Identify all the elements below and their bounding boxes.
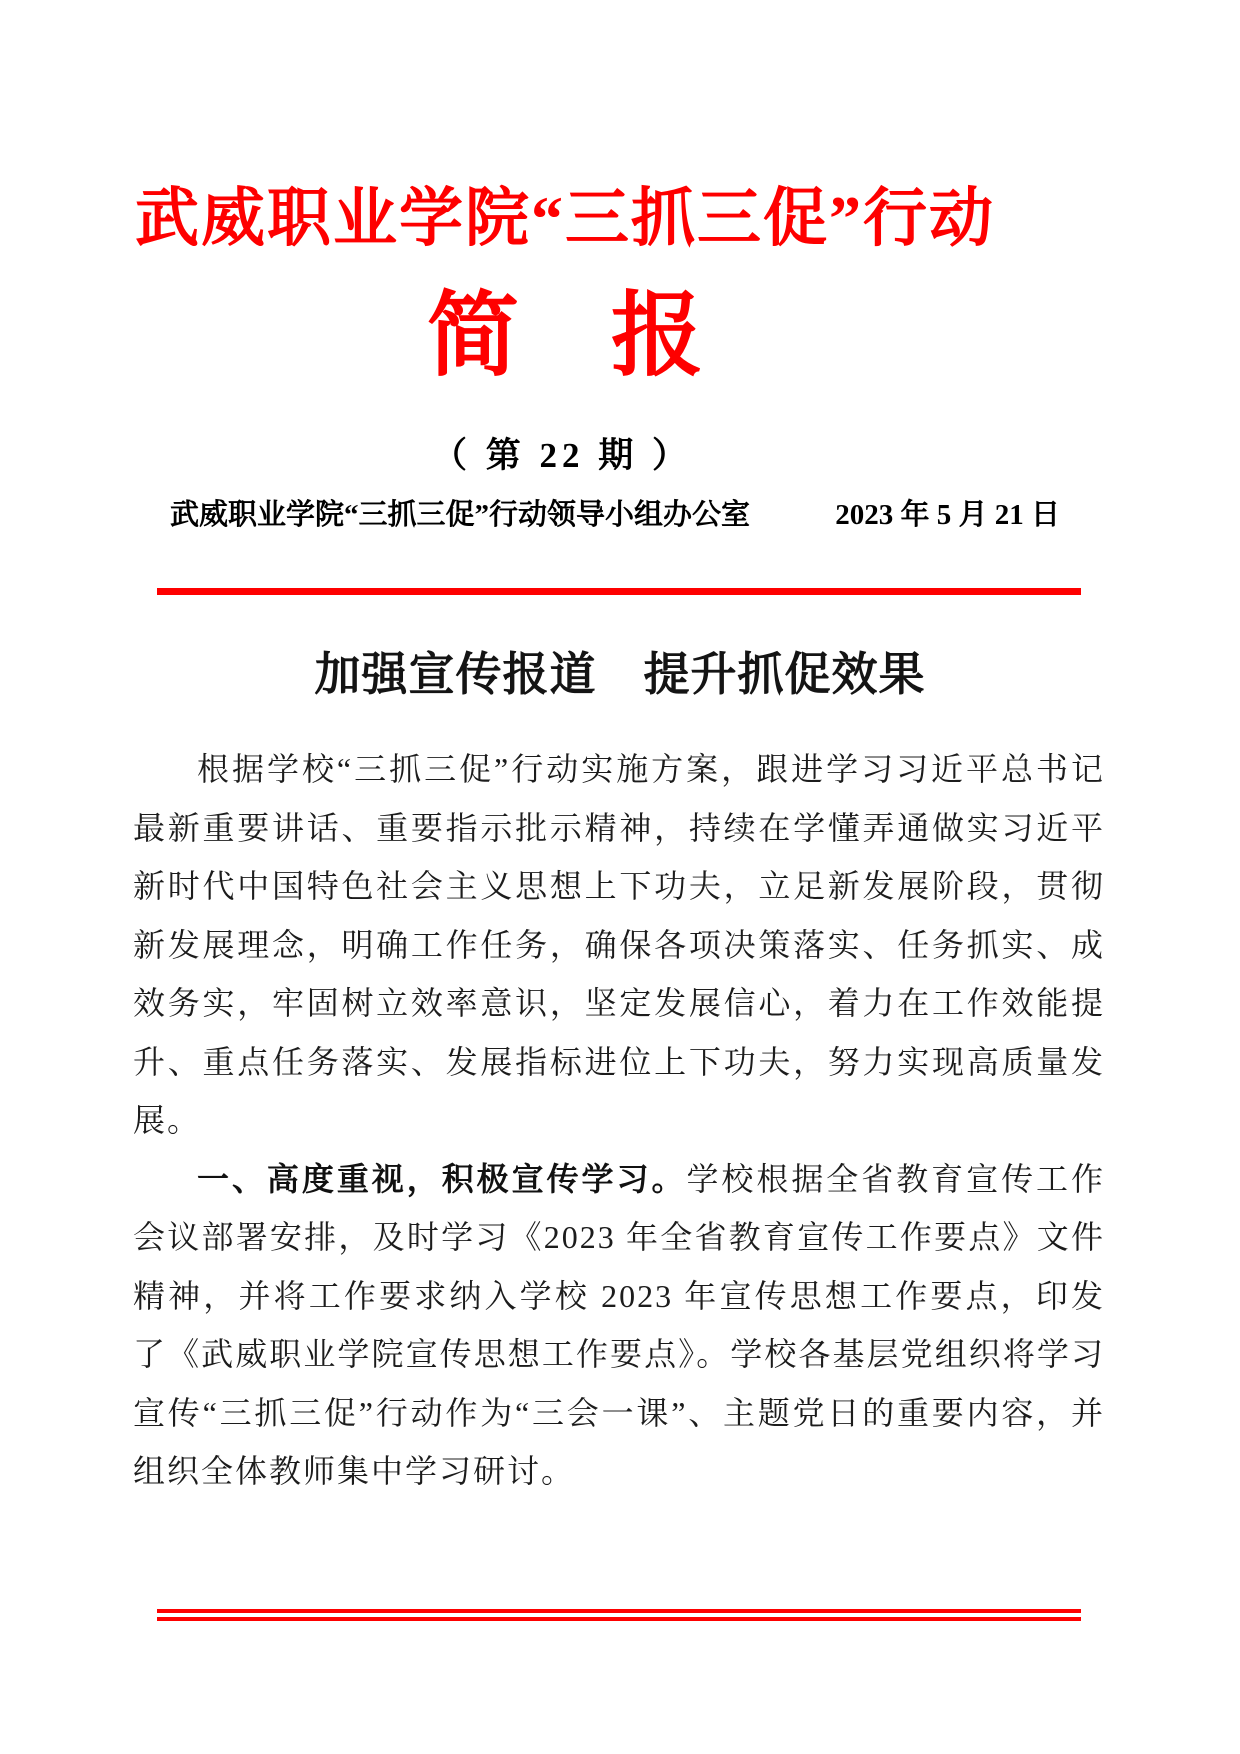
paragraph-2-text: 学校根据全省教育宣传工作会议部署安排，及时学习《2023 年全省教育宣传工作要点》文件精神，并将工作要求纳入学校 2023 年宣传思想工作要点，印发了《武威职业学院宣传思想工作要点》。学校各基层党组织将学习宣传“三抓三促”行动作为“三会一课”、主题党日的重要内容，并组织全体教师集中学习研讨。 [133,1160,1105,1489]
paragraph-1: 根据学校“三抓三促”行动实施方案，跟进学习习近平总书记最新重要讲话、重要指示批示精神，持续在学懂弄通做实习近平新时代中国特色社会主义思想上下功夫，立足新发展阶段，贯彻新发展理念，明确工作任务，确保各项决策落实、任务抓实、成效务实，牢固树立效率意识，坚定发展信心，着力在工作效能提升、重点任务落实、发展指标进位上下功夫，努力实现高质量发展。 [133,751,1105,1138]
issuing-office: 武威职业学院“三抓三促”行动领导小组办公室 [170,499,751,531]
paragraph-2-lead: 一、高度重视，积极宣传学习。 [197,1160,687,1197]
issue-date: 2023 年 5 月 21 日 [835,499,1060,531]
article-body [133,740,1105,1501]
footer-rule [157,1609,1081,1621]
masthead-subtitle: 简 报 [426,285,703,387]
header-meta-row [170,492,1060,533]
paragraph-2 [133,1150,1105,1501]
article-title: 加强宣传报道 提升抓促效果 [314,649,926,700]
masthead-title: 武威职业学院“三抓三促”行动 [135,183,995,254]
header-rule [157,588,1081,595]
issue-number: （ 第 22 期 ） [431,436,692,475]
